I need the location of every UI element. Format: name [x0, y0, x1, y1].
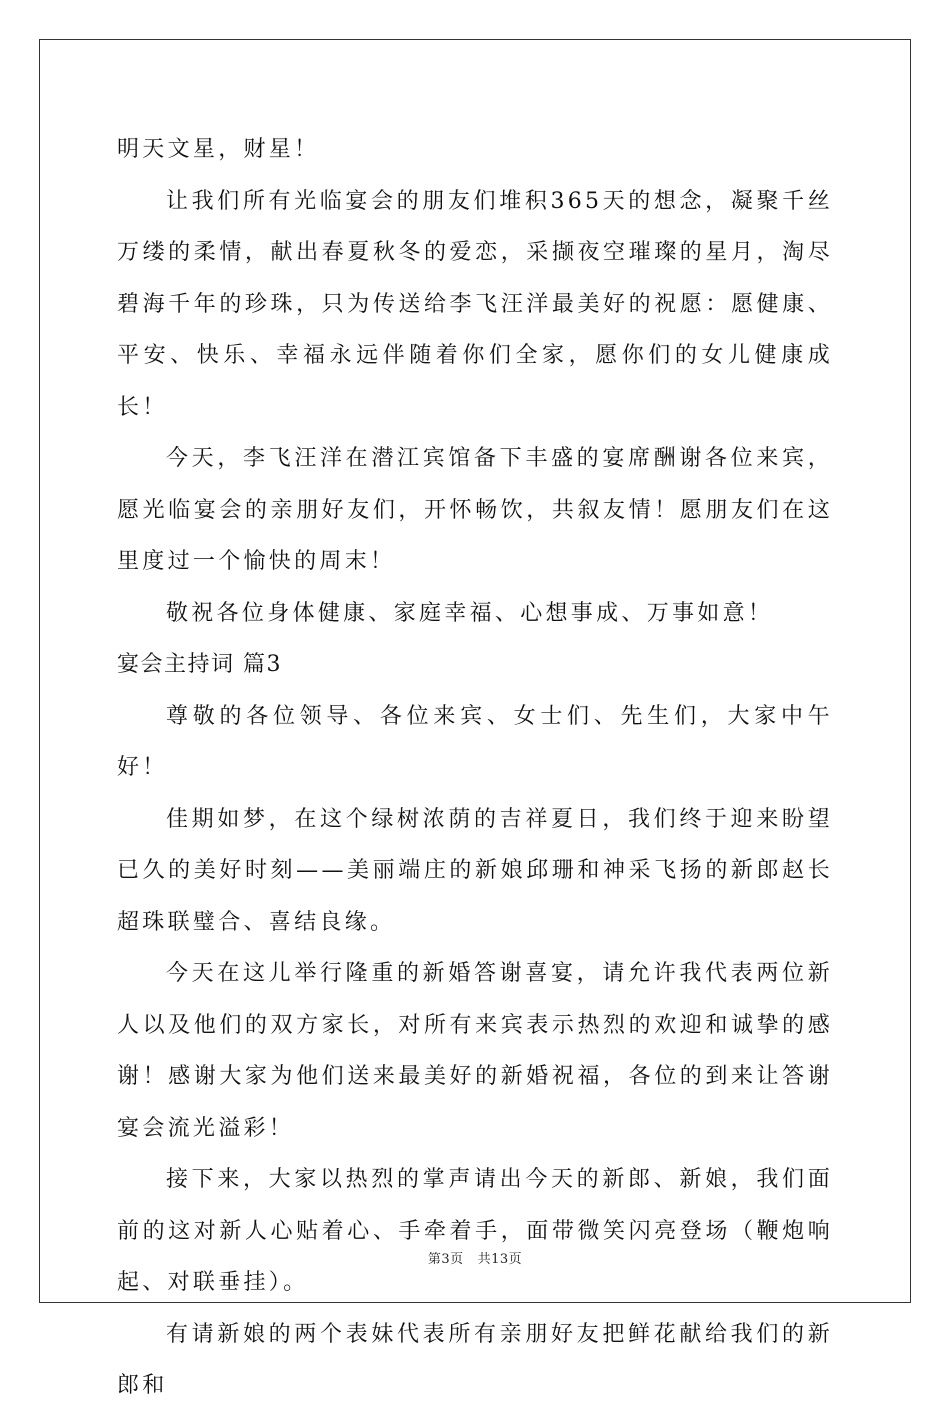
document-body [117, 124, 833, 1412]
page-total: 共13页 [477, 1252, 523, 1267]
paragraph: 明天文星，财星！ [117, 137, 320, 162]
section-heading: 宴会主持词 篇3 [117, 652, 282, 677]
paragraph: 敬祝各位身体健康、家庭幸福、心想事成、万事如意！ [166, 600, 774, 626]
paragraph: 接下来，大家以热烈的掌声请出今天的新郎、新娘，我们面前的这对新人心贴着心、手牵着手，面带微笑闪亮登场（鞭炮响起、对联垂挂）。 [117, 1167, 833, 1295]
paragraph: 佳期如梦，在这个绿树浓荫的吉祥夏日，我们终于迎来盼望已久的美好时刻——美丽端庄的新娘邱珊和神采飞扬的新郎赵长超珠联璧合、喜结良缘。 [117, 806, 833, 935]
paragraph: 今天，李飞汪洋在潜江宾馆备下丰盛的宴席酬谢各位来宾，愿光临宴会的亲朋好友们，开怀畅饮，共叙友情！愿朋友们在这里度过一个愉快的周末！ [117, 446, 833, 574]
paragraph: 今天在这儿举行隆重的新婚答谢喜宴，请允许我代表两位新人以及他们的双方家长，对所有来宾表示热烈的欢迎和诚挚的感谢！感谢大家为他们送来最美好的新婚祝福，各位的到来让答谢宴会流光溢彩！ [117, 961, 833, 1141]
page-number: 第3页 [427, 1252, 464, 1267]
page-footer [0, 1248, 950, 1267]
paragraph: 有请新娘的两个表妹代表所有亲朋好友把鲜花献给我们的新郎和 [117, 1321, 833, 1398]
paragraph: 尊敬的各位领导、各位来宾、女士们、先生们，大家中午好！ [117, 703, 833, 780]
paragraph: 让我们所有光临宴会的朋友们堆积365天的想念，凝聚千丝万缕的柔情，献出春夏秋冬的爱恋，采撷夜空璀璨的星月，淘尽碧海千年的珍珠，只为传送给李飞汪洋最美好的祝愿：愿健康、平安、快乐、幸福永远伴随着你们全家，愿你们的女儿健康成长！ [117, 188, 833, 420]
